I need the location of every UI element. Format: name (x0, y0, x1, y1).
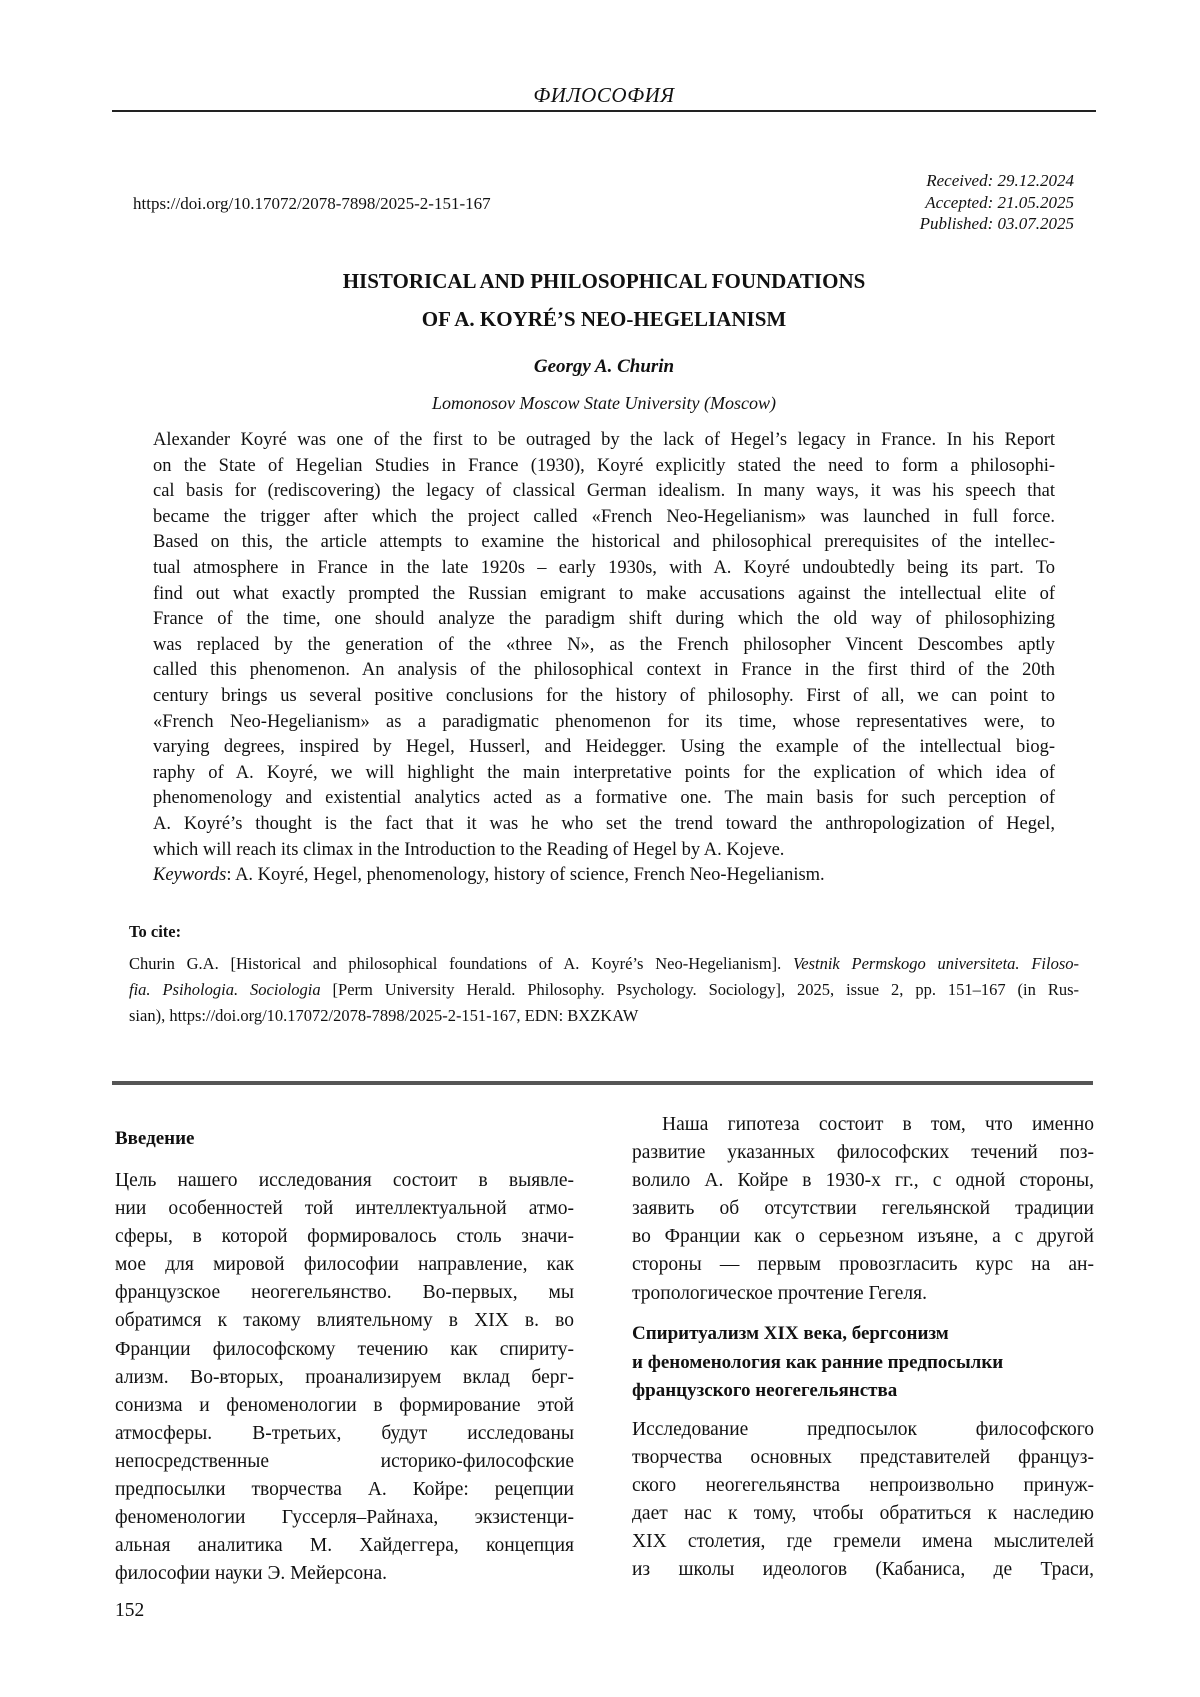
section-heading (632, 1320, 1094, 1406)
heading-line: французского неогегельянства (632, 1377, 1094, 1406)
text-line: phenomenology and existential analytics acted as a formative one. The main basis for such perception of (153, 786, 1055, 812)
text-line: сферы, в которой формировалось столь значи- (115, 1223, 574, 1251)
published-date: Published: 03.07.2025 (920, 213, 1074, 235)
journal-section-header: ФИЛОСОФИЯ (112, 80, 1096, 110)
publication-dates (920, 170, 1074, 235)
paragraph (632, 1111, 1094, 1308)
text-line: Цель нашего исследования состоит в выявле- (115, 1167, 574, 1195)
text-line: was replaced by the generation of the «three N», as the French philosopher Vincent Descombes aptly (153, 633, 1055, 659)
title-line: HISTORICAL AND PHILOSOPHICAL FOUNDATIONS (112, 262, 1096, 300)
text-line: tual atmosphere in France in the late 1920s – early 1930s, with A. Koyré undoubtedly being its part. To (153, 556, 1055, 582)
text-line: альная аналитика М. Хайдеггера, концепция (115, 1532, 574, 1560)
text-line: тропологическое прочтение Гегеля. (632, 1280, 1094, 1308)
title-line: OF A. KOYRÉ’S NEO-HEGELIANISM (112, 300, 1096, 338)
abstract (153, 428, 1055, 889)
text-line: развитие указанных философских течений поз- (632, 1139, 1094, 1167)
intro-heading: Введение (115, 1125, 574, 1154)
text-line: on the State of Hegelian Studies in France (1930), Koyré explicitly stated the need to form a philosophi- (153, 454, 1055, 480)
cite-label: To cite: (129, 920, 181, 944)
keywords (153, 863, 1055, 889)
text-line: сонизма и феноменологии в формирование этой (115, 1392, 574, 1420)
text-line: which will reach its climax in the Introduction to the Reading of Hegel by A. Kojeve. (153, 838, 1055, 864)
text-line: предпосылки творчества А. Койре: рецепции (115, 1476, 574, 1504)
text-line: французское неогегельянство. Во-первых, мы (115, 1279, 574, 1307)
citation-text: Churin G.A. [Historical and philosophical foundations of A. Koyré’s Neo-Hegelianism]. (129, 954, 793, 973)
citation (129, 951, 1079, 1029)
citation-line (129, 951, 1079, 977)
text-line: Alexander Koyré was one of the first to be outraged by the lack of Hegel’s legacy in France. In his Report (153, 428, 1055, 454)
text-line: varying degrees, inspired by Hegel, Husserl, and Heidegger. Using the example of the intellectual biog- (153, 735, 1055, 761)
text-line: философии науки Э. Мейерсона. (115, 1560, 574, 1588)
author-affiliation: Lomonosov Moscow State University (Moscow) (112, 390, 1096, 416)
accepted-date: Accepted: 21.05.2025 (920, 192, 1074, 214)
header-rule (112, 110, 1096, 112)
citation-journal: fia. Psihologia. Sociologia (129, 980, 321, 999)
text-line: нии особенностей той интеллектуальной атмо- (115, 1195, 574, 1223)
text-line: «French Neo-Hegelianism» as a paradigmatic phenomenon for its time, whose representatives were, to (153, 710, 1055, 736)
citation-journal: Vestnik Permskogo universiteta. Filoso- (793, 954, 1079, 973)
paragraph (632, 1416, 1094, 1585)
keywords-label: Keywords (153, 865, 226, 885)
text-line: непосредственные историко-философские (115, 1448, 574, 1476)
abstract-text (153, 428, 1055, 863)
text-line: заявить об отсутствии гегельянской традиции (632, 1195, 1094, 1223)
text-line: Исследование предпосылок философского (632, 1416, 1094, 1444)
text-line: find out what exactly prompted the Russian emigrant to make accusations against the intellectual elite of (153, 582, 1055, 608)
text-line: A. Koyré’s thought is the fact that it was he who set the trend toward the anthropologization of Hegel, (153, 812, 1055, 838)
text-line: ализм. Во-вторых, проанализируем вклад берг- (115, 1364, 574, 1392)
intro-paragraph (115, 1167, 574, 1588)
text-line: Based on this, the article attempts to examine the historical and philosophical prerequisites of the intellec- (153, 530, 1055, 556)
text-line: мое для мировой философии направление, как (115, 1251, 574, 1279)
citation-line: sian), https://doi.org/10.17072/2078-7898/2025-2-151-167, EDN: BXZKAW (129, 1003, 1079, 1029)
heading-line: Спиритуализм XIX века, бергсонизм (632, 1320, 1094, 1349)
text-line: феноменологии Гуссерля–Райнаха, экзистенци- (115, 1504, 574, 1532)
text-line: дает нас к тому, чтобы обратиться к наследию (632, 1500, 1094, 1528)
citation-text: [Perm University Herald. Philosophy. Psychology. Sociology], 2025, issue 2, pp. 151–167 (in Rus- (321, 980, 1079, 999)
text-line: became the trigger after which the project called «French Neo-Hegelianism» was launched in full force. (153, 505, 1055, 531)
paragraph (153, 428, 1055, 863)
doi-link[interactable]: https://doi.org/10.17072/2078-7898/2025-2-151-167 (133, 192, 491, 216)
citation-line (129, 977, 1079, 1003)
text-line: атмосферы. В-третьих, будут исследованы (115, 1420, 574, 1448)
text-line: во Франции как о серьезном изъяне, а с другой (632, 1223, 1094, 1251)
text-line: обратимся к такому влиятельному в XIX в. во (115, 1307, 574, 1335)
text-line: творчества основных представителей француз- (632, 1444, 1094, 1472)
received-date: Received: 29.12.2024 (920, 170, 1074, 192)
text-line: стороны — первым провозгласить курс на ан- (632, 1251, 1094, 1279)
heading-line: и феноменология как ранние предпосылки (632, 1349, 1094, 1378)
text-line: XIX столетия, где гремели имена мыслителей (632, 1528, 1094, 1556)
text-line: ского неогегельянства непроизвольно принуж- (632, 1472, 1094, 1500)
page-number: 152 (115, 1597, 144, 1625)
hypothesis-paragraph (632, 1111, 1094, 1308)
text-line: cal basis for (rediscovering) the legacy of classical German idealism. In many ways, it was his speech that (153, 479, 1055, 505)
text-line: Наша гипотеза состоит в том, что именно (632, 1111, 1094, 1139)
section-divider (112, 1081, 1093, 1085)
text-line: Франции философскому течению как спириту- (115, 1336, 574, 1364)
text-line: из школы идеологов (Кабаниса, де Траси, (632, 1556, 1094, 1584)
text-line: called this phenomenon. An analysis of the philosophical context in France in the first third of the 20th (153, 658, 1055, 684)
text-line: raphy of A. Koyré, we will highlight the main interpretative points for the explication of which idea of (153, 761, 1055, 787)
section-paragraph (632, 1416, 1094, 1585)
text-line: France of the time, one should analyze the paradigm shift during which the old way of philosophizing (153, 607, 1055, 633)
keywords-list: : A. Koyré, Hegel, phenomenology, history of science, French Neo-Hegelianism. (226, 865, 824, 885)
text-line: century brings us several positive conclusions for the history of philosophy. First of all, we can point to (153, 684, 1055, 710)
author-name: Georgy A. Churin (112, 354, 1096, 380)
paragraph (115, 1167, 574, 1588)
text-line: волило А. Койре в 1930-х гг., с одной стороны, (632, 1167, 1094, 1195)
article-title (112, 262, 1096, 338)
